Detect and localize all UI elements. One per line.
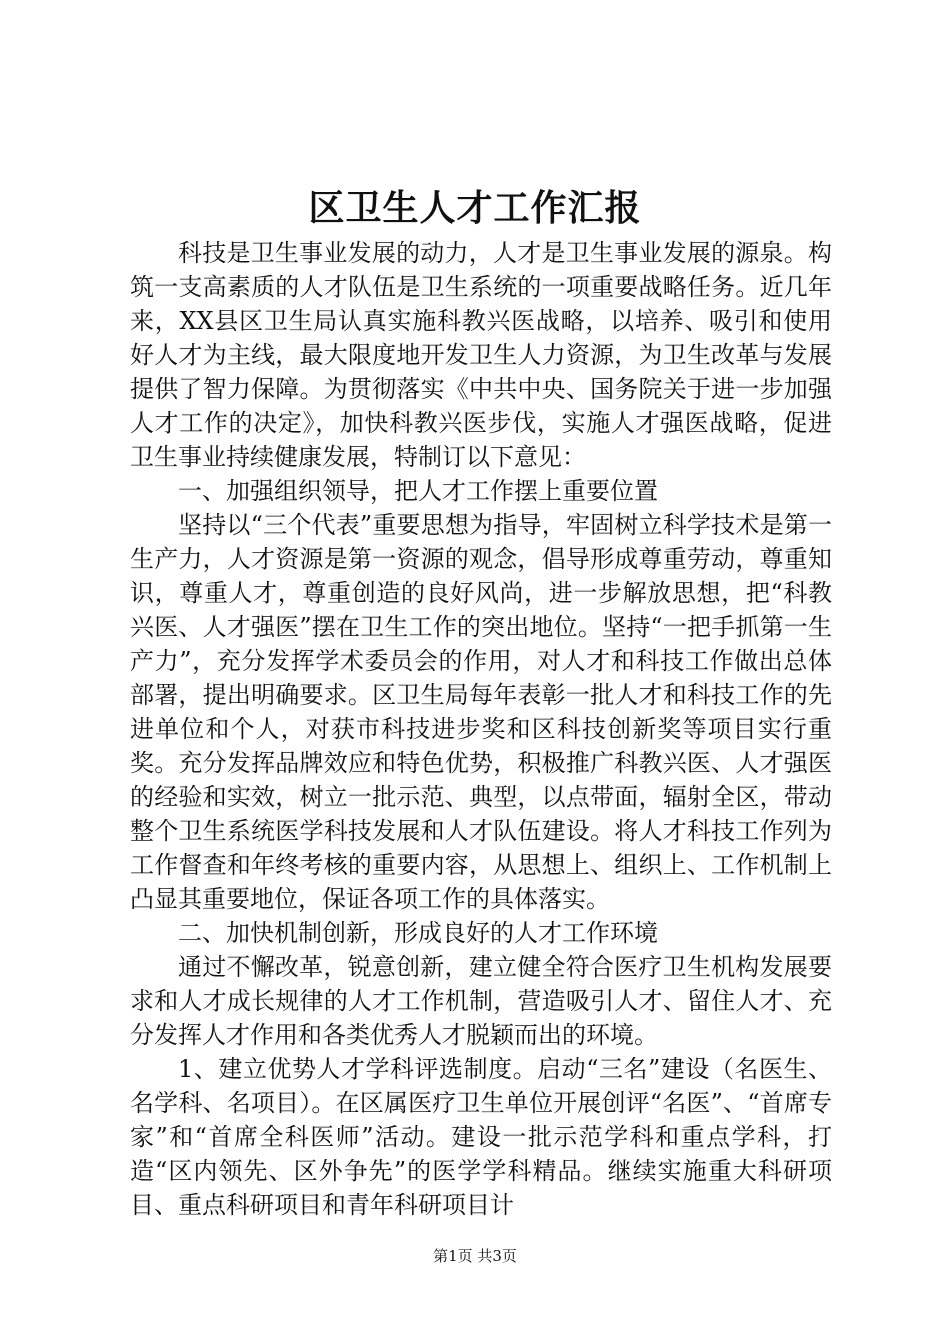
intro-paragraph: 科技是卫生事业发展的动力，人才是卫生事业发展的源泉。构筑一支高素质的人才队伍是卫生系统的一项重要战略任务。近几年来，XX县区卫生局认真实施科教兴医战略，以培养、吸引和使用好人才为主线，最大限度地开发卫生人力资源，为卫生改革与发展提供了智力保障。为贯彻落实《中共中央、国务院关于进一步加强人才工作的决定》，加快科教兴医步伐，实施人才强医战略，促进卫生事业持续健康发展，特制订以下意见： bbox=[130, 239, 832, 471]
document-title: 区卫生人才工作汇报 bbox=[308, 187, 642, 229]
section-2-paragraph: 通过不懈改革，锐意创新，建立健全符合医疗卫生机构发展要求和人才成长规律的人才工作机制，营造吸引人才、留住人才、充分发挥人才作用和各类优秀人才脱颖而出的环境。 bbox=[130, 953, 832, 1049]
document-body bbox=[130, 236, 832, 1222]
section-1-paragraph: 坚持以“三个代表”重要思想为指导，牢固树立科学技术是第一生产力，人才资源是第一资源的观念，倡导形成尊重劳动，尊重知识，尊重人才，尊重创造的良好风尚，进一步解放思想，把“科教兴医、人才强医”摆在卫生工作的突出地位。坚持“一把手抓第一生产力”，充分发挥学术委员会的作用，对人才和科技工作做出总体部署，提出明确要求。区卫生局每年表彰一批人才和科技工作的先进单位和个人，对获市科技进步奖和区科技创新奖等项目实行重奖。充分发挥品牌效应和特色优势，积极推广科教兴医、人才强医的经验和实效，树立一批示范、典型，以点带面，辐射全区，带动整个卫生系统医学科技发展和人才队伍建设。将人才科技工作列为工作督查和年终考核的重要内容，从思想上、组织上、工作机制上凸显其重要地位，保证各项工作的具体落实。 bbox=[130, 511, 832, 913]
section-heading-1: 一、加强组织领导，把人才工作摆上重要位置 bbox=[178, 477, 658, 505]
section-2-item-1-paragraph: 1、建立优势人才学科评选制度。启动“三名”建设（名医生、名学科、名项目）。在区属医疗卫生单位开展创评“名医”、“首席专家”和“首席全科医师”活动。建设一批示范学科和重点学科，打造“区内领先、区外争先”的医学学科精品。继续实施重大科研项目、重点科研项目和青年科研项目计 bbox=[130, 1055, 832, 1219]
section-heading-2: 二、加快机制创新，形成良好的人才工作环境 bbox=[178, 919, 658, 947]
page-footer: 第1页 共3页 bbox=[433, 1247, 517, 1265]
